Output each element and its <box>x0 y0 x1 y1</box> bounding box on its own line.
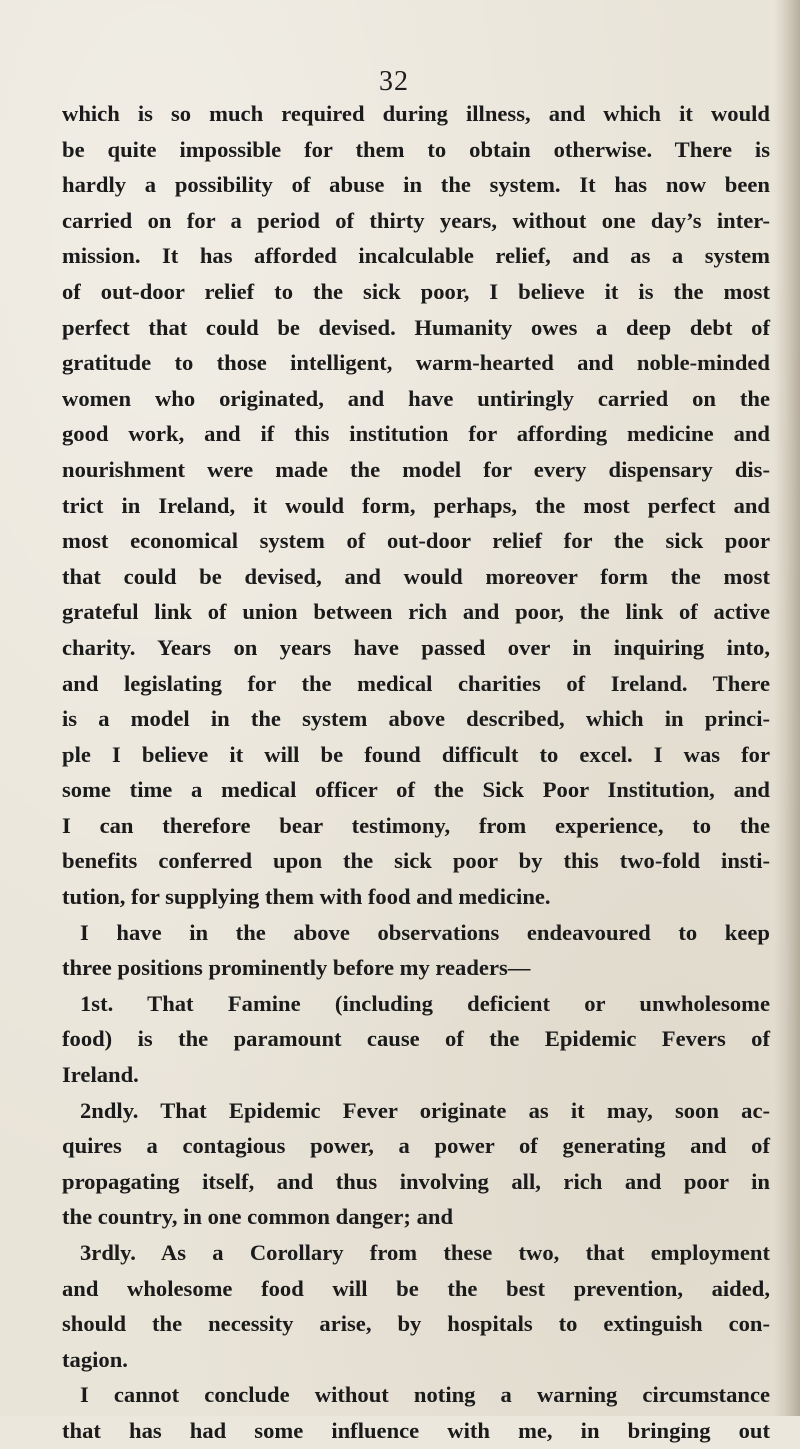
text-line: most economical system of out-door relief for the sick poor <box>62 528 770 554</box>
text-line: nourishment were made the model for every dispensary dis- <box>62 456 770 482</box>
text-line: that has had some influence with me, in bringing out <box>62 1417 770 1443</box>
text-line: of out-door relief to the sick poor, I believe it is the most <box>62 278 770 304</box>
text-line: Ireland. <box>62 1062 139 1088</box>
text-line: is a model in the system above described, which in princi- <box>62 706 770 732</box>
text-line: food) is the paramount cause of the Epidemic Fevers of <box>62 1026 770 1052</box>
text-line: propagating itself, and thus involving all, rich and poor in <box>62 1168 770 1194</box>
text-line: three positions prominently before my readers— <box>62 955 531 981</box>
text-line: good work, and if this institution for affording medicine and <box>62 421 770 447</box>
text-line: I cannot conclude without noting a warning circumstance <box>80 1382 770 1408</box>
text-line: some time a medical officer of the Sick Poor Institution, and <box>62 777 770 803</box>
text-line: quires a contagious power, a power of generating and of <box>62 1133 770 1159</box>
text-line: mission. It has afforded incalculable relief, and as a system <box>62 243 770 269</box>
text-line: women who originated, and have untiringly carried on the <box>62 385 770 411</box>
text-line: perfect that could be devised. Humanity owes a deep debt of <box>62 314 770 340</box>
text-line: trict in Ireland, it would form, perhaps, the most perfect and <box>62 492 770 518</box>
text-line: be quite impossible for them to obtain otherwise. There is <box>62 136 770 162</box>
text-line: tagion. <box>62 1346 128 1372</box>
text-line: 3rdly. As a Corollary from these two, that employment <box>80 1240 770 1265</box>
text-line: hardly a possibility of abuse in the system. It has now been <box>62 172 770 198</box>
text-line: should the necessity arise, by hospitals to extinguish con- <box>62 1311 770 1337</box>
text-line: 2ndly. That Epidemic Fever originate as it may, soon ac- <box>80 1097 770 1123</box>
text-line: the country, in one common danger; and <box>62 1204 454 1230</box>
text-line: and wholesome food will be the best prevention, aided, <box>62 1275 770 1301</box>
text-line: charity. Years on years have passed over in inquiring into, <box>62 634 770 660</box>
text-line: I can therefore bear testimony, from experience, to the <box>62 812 770 838</box>
text-line: benefits conferred upon the sick poor by this two-fold insti- <box>62 848 770 874</box>
text-line: carried on for a period of thirty years, without one day’s inter- <box>62 207 770 233</box>
text-line: grateful link of union between rich and poor, the link of active <box>62 599 770 625</box>
text-line: gratitude to those intelligent, warm-hearted and noble-minded <box>62 350 770 376</box>
text-line: tution, for supplying them with food and medicine. <box>62 884 551 910</box>
page-number: 32 <box>379 66 409 97</box>
body-text <box>62 96 770 1449</box>
text-line: 1st. That Famine (including deficient or unwholesome <box>80 990 770 1016</box>
page-edge-shadow <box>774 0 800 1416</box>
text-line: I have in the above observations endeavoured to keep <box>80 919 770 945</box>
text-line: which is so much required during illness, and which it would <box>62 101 770 126</box>
text-line: and legislating for the medical charities of Ireland. There <box>62 670 770 696</box>
text-line: that could be devised, and would moreover form the most <box>62 563 770 589</box>
text-line: ple I believe it will be found difficult to excel. I was for <box>62 741 770 767</box>
